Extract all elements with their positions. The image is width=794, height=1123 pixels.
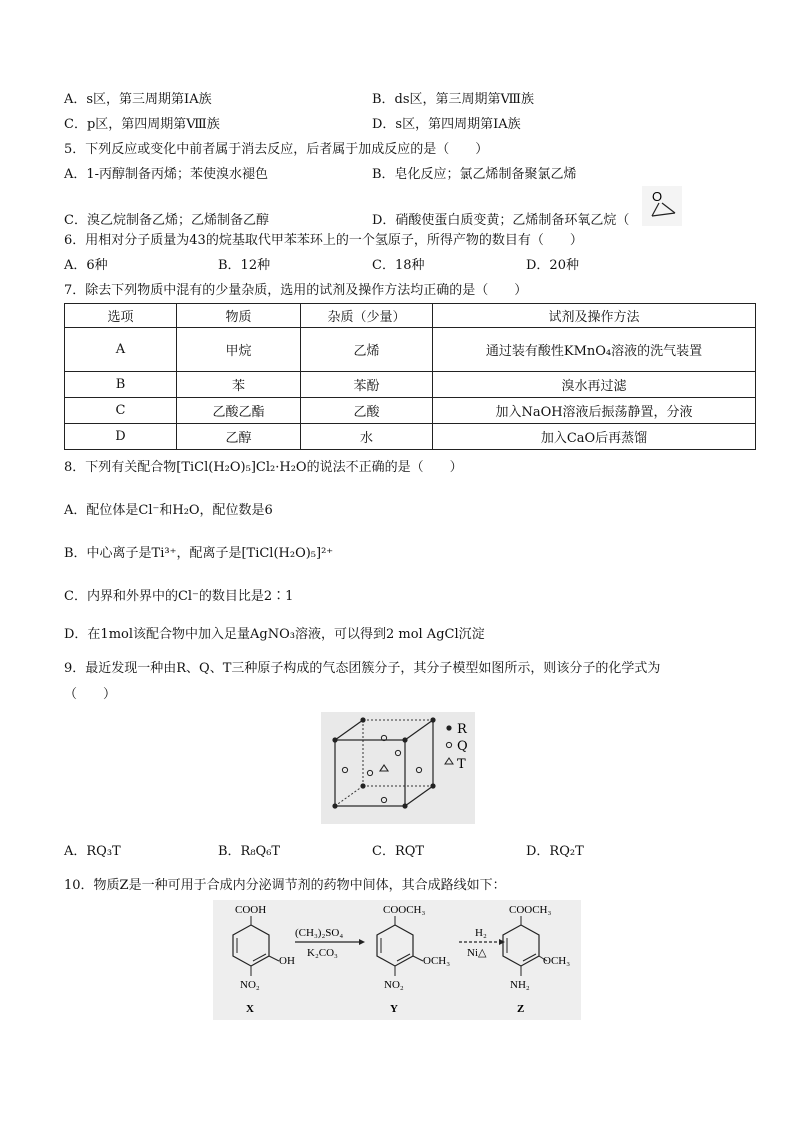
cluster-molecule-figure	[321, 712, 475, 824]
table-cell: A	[65, 328, 177, 372]
q7-stem: 7．除去下列物质中混有的少量杂质，选用的试剂及操作方法均正确的是（ ）	[64, 283, 528, 298]
q5-stem: 5．下列反应或变化中前者属于消去反应，后者属于加成反应的是（ ）	[64, 142, 489, 157]
header-method: 试剂及操作方法	[433, 304, 756, 328]
table-cell: 乙醇	[177, 424, 301, 450]
q4-option-b: B．ds区，第三周期第Ⅷ族	[372, 92, 535, 107]
table-cell: 通过装有酸性KMnO₄溶液的洗气装置	[433, 328, 756, 372]
arrow1-reagent: (CH₃)₂SO₄	[295, 927, 344, 939]
q6-option-b: B．12种	[218, 258, 271, 273]
table-cell: 苯酚	[301, 372, 433, 398]
table-cell: D	[65, 424, 177, 450]
table-cell: 苯	[177, 372, 301, 398]
x-top-group: COOH	[235, 904, 267, 916]
legend-q: Q	[457, 739, 468, 754]
epoxide-structure	[642, 186, 682, 226]
table-row	[65, 372, 756, 398]
q8-option-a: A．配位体是Cl⁻和H₂O，配位数是6	[64, 503, 273, 518]
q5-option-c: C．溴乙烷制备乙烯；乙烯制备乙醇	[64, 213, 269, 228]
q5-option-a: A．1-丙醇制备丙烯；苯使溴水褪色	[64, 167, 269, 182]
table-cell: 乙酸	[301, 398, 433, 424]
q9-answer-paren: （ ）	[64, 687, 117, 702]
epoxide-oxygen-label: O	[652, 189, 663, 204]
table-row	[65, 328, 756, 372]
q9-option-a: A．RQ₃T	[64, 844, 121, 859]
y-bottom-group: NO₂	[384, 979, 404, 991]
x-label: X	[246, 1003, 254, 1015]
table-cell: 溴水再过滤	[433, 372, 756, 398]
legend-t: T	[457, 757, 466, 772]
q4-option-c: C．p区，第四周期第Ⅷ族	[64, 117, 220, 132]
table-row	[65, 398, 756, 424]
q4-option-a: A．s区，第三周期第ⅠA族	[64, 92, 212, 107]
arrow2-reagent: H₂	[475, 927, 487, 939]
q8-stem: 8．下列有关配合物[TiCl(H₂O)₅]Cl₂·H₂O的说法不正确的是（ ）	[64, 460, 463, 475]
q9-stem: 9．最近发现一种由R、Q、T三种原子构成的气态团簇分子，其分子模型如图所示，则该分子的化学式为	[64, 661, 661, 676]
q5-option-d	[372, 212, 664, 230]
z-side-group: OCH₃	[543, 955, 571, 967]
z-top-group: COOCH₃	[509, 904, 552, 916]
header-impurity: 杂质（少量）	[301, 304, 433, 328]
q6-option-a: A．6种	[64, 258, 108, 273]
table-cell: 乙烯	[301, 328, 433, 372]
q9-option-b: B．R₈Q₆T	[218, 844, 281, 859]
z-bottom-group: NH₂	[510, 979, 530, 991]
x-side-group: OH	[279, 955, 295, 967]
q9-option-d: D．RQ₂T	[526, 844, 584, 859]
q6-option-c: C．18种	[372, 258, 425, 273]
z-label: Z	[517, 1003, 525, 1015]
arrow2-catalyst: Ni△	[467, 947, 487, 959]
y-top-group: COOCH₃	[383, 904, 426, 916]
legend-r: R	[457, 722, 467, 737]
q5-option-b: B．皂化反应；氯乙烯制备聚氯乙烯	[372, 167, 577, 182]
y-side-group: OCH₃	[423, 955, 451, 967]
q8-option-c: C．内界和外界中的Cl⁻的数目比是2∶1	[64, 589, 294, 604]
q8-option-d: D．在1mol该配合物中加入足量AgNO₃溶液，可以得到2 mol AgCl沉淀	[64, 627, 485, 642]
table-header-row	[65, 304, 756, 328]
x-bottom-group: NO₂	[240, 979, 260, 991]
q5-option-d-text: D．硝酸使蛋白质变黄；乙烯制备环氧乙烷（	[372, 213, 630, 228]
q6-option-d: D．20种	[526, 258, 579, 273]
q4-option-d: D．s区，第四周期第ⅠA族	[372, 117, 521, 132]
table-cell: 加入NaOH溶液后振荡静置，分液	[433, 398, 756, 424]
q8-option-b: B．中心离子是Ti³⁺，配离子是[TiCl(H₂O)₅]²⁺	[64, 546, 334, 561]
q9-option-c: C．RQT	[372, 844, 425, 859]
table-cell: 乙酸乙酯	[177, 398, 301, 424]
header-option: 选项	[65, 304, 177, 328]
table-cell: 水	[301, 424, 433, 450]
table-cell: 甲烷	[177, 328, 301, 372]
y-label: Y	[390, 1003, 398, 1015]
q7-table	[64, 303, 756, 450]
table-cell: C	[65, 398, 177, 424]
arrow1-catalyst: K₂CO₃	[307, 947, 338, 959]
table-cell: B	[65, 372, 177, 398]
q10-stem: 10．物质Z是一种可用于合成内分泌调节剂的药物中间体，其合成路线如下：	[64, 878, 506, 893]
synthesis-route-figure	[213, 900, 581, 1020]
table-row	[65, 424, 756, 450]
table-cell: 加入CaO后再蒸馏	[433, 424, 756, 450]
q6-stem: 6．用相对分子质量为43的烷基取代甲苯苯环上的一个氢原子，所得产物的数目有（ ）	[64, 233, 583, 248]
header-substance: 物质	[177, 304, 301, 328]
